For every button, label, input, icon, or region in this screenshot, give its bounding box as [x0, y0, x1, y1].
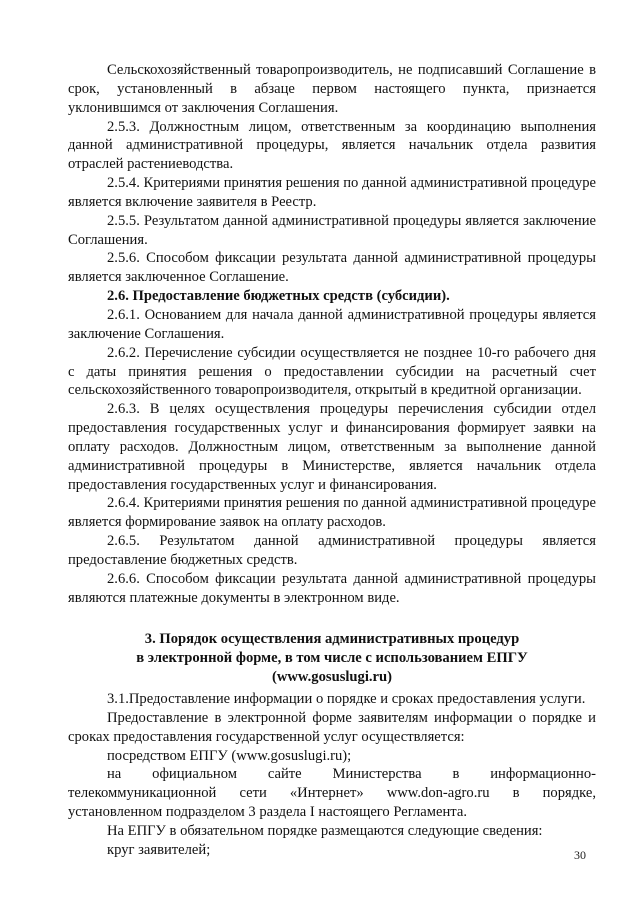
- paragraph-applicants: круг заявителей;: [107, 841, 211, 858]
- paragraph-3-1: 3.1.Предоставление информации о порядке и сроках предоставления услуги.: [107, 691, 586, 707]
- paragraph-official-site: на официальном сайте Министерства в информационно-телекоммуникационной сети «Интернет» www.don-agro.ru в порядке, установленном подразделом 3 раздела I настоящего Регламента.: [68, 766, 596, 821]
- paragraph-2-5-5: 2.5.5. Результатом данной административной процедуры является заключение Соглашения.: [68, 212, 596, 248]
- section-3-title-line-1: 3. Порядок осуществления административных процедур: [144, 631, 520, 648]
- paragraph-2-5-6: 2.5.6. Способом фиксации результата данной административной процедуры является заключенное Соглашение.: [68, 250, 596, 286]
- paragraph-uklonenie: Сельскохозяйственный товаропроизводитель, не подписавший Соглашение в срок, установленный в абзаце первом настоящего пункта, признается уклонившимся от заключения Соглашения.: [68, 62, 596, 116]
- paragraph-2-6-1: 2.6.1. Основанием для начала данной административной процедуры является заключение Соглашения.: [68, 306, 596, 342]
- paragraph-via-epgu: посредством ЕПГУ (www.gosuslugi.ru);: [107, 747, 352, 764]
- paragraph-epgu-info: На ЕПГУ в обязательном порядке размещаются следующие сведения:: [107, 822, 543, 839]
- section-3-title: [68, 630, 596, 687]
- section-3-title-line-2: в электронной форме, в том числе с использованием ЕПГУ: [136, 650, 528, 667]
- document-page: [68, 61, 596, 860]
- section-3-title-line-3: (www.gosuslugi.ru): [271, 669, 392, 686]
- paragraph-2-6-5: 2.6.5. Результатом данной административной процедуры является предоставление бюджетных средств.: [68, 533, 596, 568]
- paragraph-info-electronic: Предоставление в электронной форме заявителям информации о порядке и сроках предоставления государственной услуг осуществляется:: [68, 709, 596, 745]
- page-number: 30: [574, 848, 586, 862]
- paragraph-2-6-3: 2.6.3. В целях осуществления процедуры перечисления субсидии отдел предоставления государственных услуг и финансирования формирует заявки на оплату расходов. Должностным лицом, ответственным за выполнение данной административной процедуры в Министерстве, является начальник отдела предоставления государственных услуг и финансирования.: [68, 401, 596, 493]
- paragraph-2-5-3: 2.5.3. Должностным лицом, ответственным за координацию выполнения данной административной процедуры, является начальник отдела развития отраслей растениеводства.: [68, 118, 596, 173]
- paragraph-2-5-4: 2.5.4. Критериями принятия решения по данной административной процедуре является включение заявителя в Реестр.: [68, 175, 596, 210]
- heading-2-6: 2.6. Предоставление бюджетных средств (субсидии).: [107, 288, 450, 305]
- paragraph-2-6-2: 2.6.2. Перечисление субсидии осуществляется не позднее 10-го рабочего дня с даты принятия решения о предоставлении субсидии на расчетный счет сельскохозяйственного товаропроизводителя, открытый в кредитной организации.: [68, 344, 596, 399]
- paragraph-2-6-6: 2.6.6. Способом фиксации результата данной административной процедуры являются платежные документы в электронном виде.: [68, 570, 596, 606]
- paragraph-2-6-4: 2.6.4. Критериями принятия решения по данной административной процедуре является формирование заявок на оплату расходов.: [68, 495, 596, 531]
